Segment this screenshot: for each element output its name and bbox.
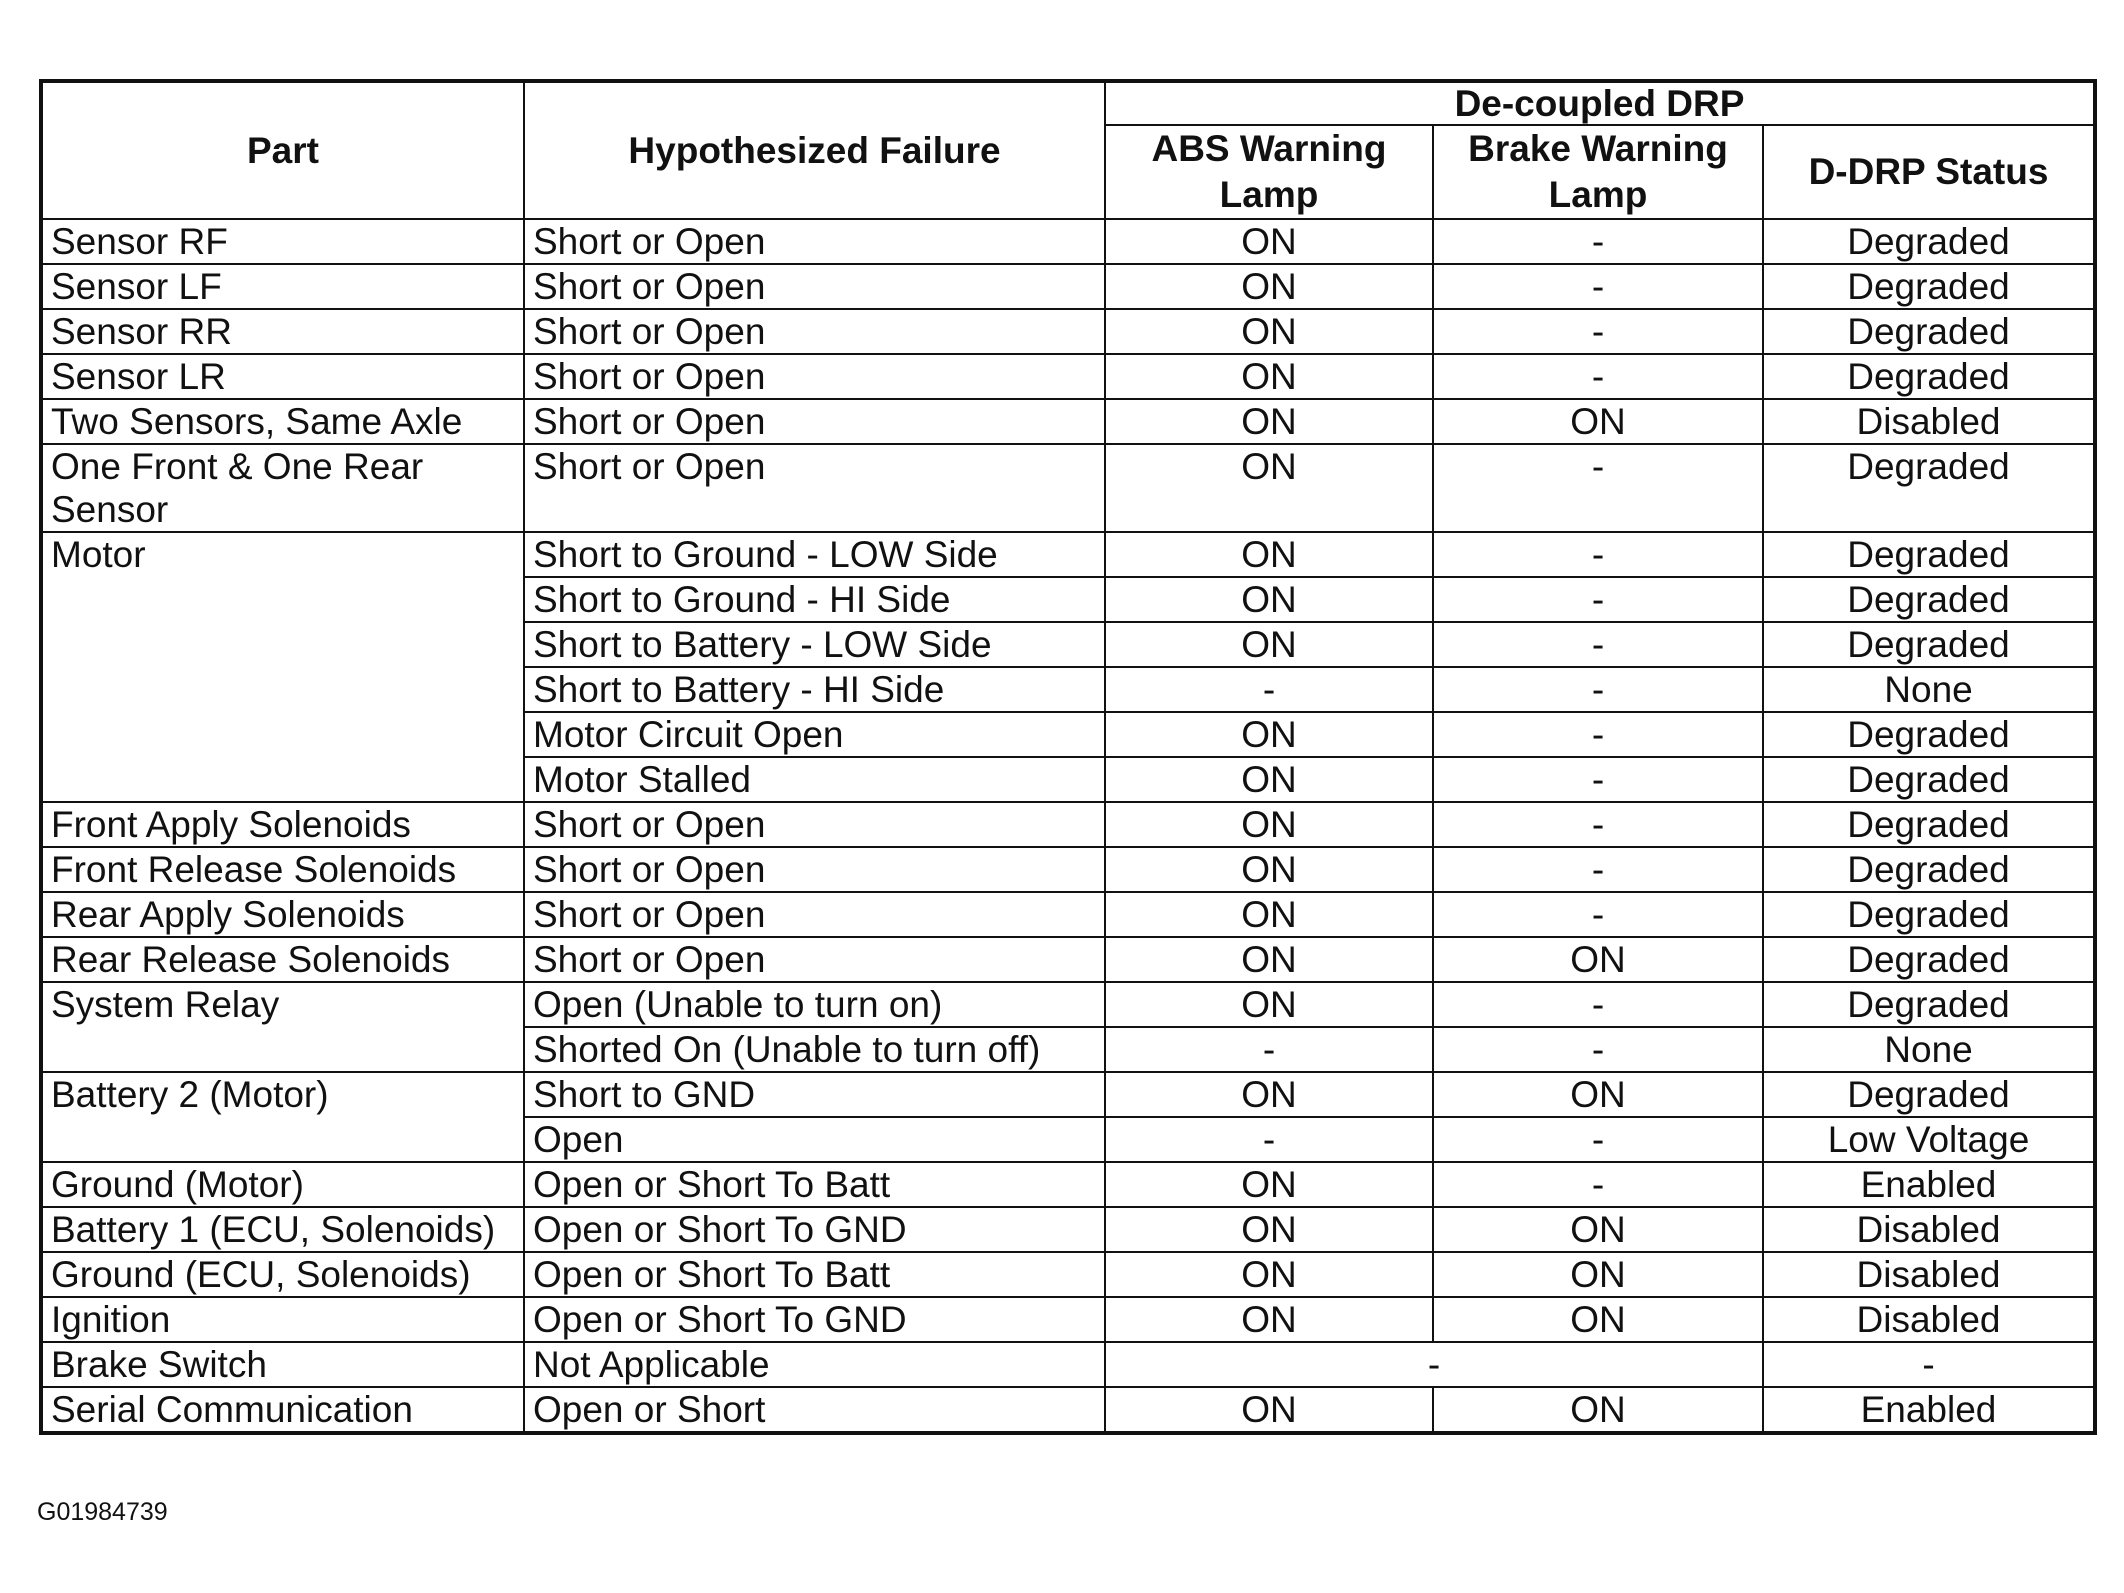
table-row [41, 1072, 2095, 1117]
cell-hypothesized-failure: Short or Open [524, 937, 1105, 982]
cell-ddrp-status: - [1763, 1342, 2095, 1387]
cell-part: Battery 1 (ECU, Solenoids) [41, 1207, 524, 1252]
cell-brake-warning-lamp: - [1433, 577, 1763, 622]
cell-ddrp-status: Degraded [1763, 712, 2095, 757]
cell-ddrp-status: Degraded [1763, 622, 2095, 667]
cell-brake-warning-lamp: - [1433, 847, 1763, 892]
cell-abs-warning-lamp: ON [1105, 532, 1433, 577]
header-abs-warning-lamp: ABS Warning Lamp [1105, 125, 1433, 219]
header-ddrp-status: D-DRP Status [1763, 125, 2095, 219]
cell-part: Sensor RR [41, 309, 524, 354]
table-row [41, 354, 2095, 399]
cell-abs-warning-lamp: ON [1105, 399, 1433, 444]
cell-part: Sensor LF [41, 264, 524, 309]
cell-hypothesized-failure: Short or Open [524, 802, 1105, 847]
cell-abs-warning-lamp: ON [1105, 892, 1433, 937]
cell-hypothesized-failure: Motor Stalled [524, 757, 1105, 802]
cell-hypothesized-failure: Short or Open [524, 444, 1105, 532]
cell-brake-warning-lamp: - [1433, 802, 1763, 847]
header-brake-warning-lamp: Brake Warning Lamp [1433, 125, 1763, 219]
table-header [41, 81, 2095, 219]
cell-abs-warning-lamp: ON [1105, 219, 1433, 264]
cell-hypothesized-failure: Open or Short To Batt [524, 1162, 1105, 1207]
cell-abs-warning-lamp: ON [1105, 309, 1433, 354]
cell-ddrp-status: Degraded [1763, 444, 2095, 532]
cell-hypothesized-failure: Short or Open [524, 399, 1105, 444]
cell-brake-warning-lamp: - [1433, 264, 1763, 309]
cell-brake-warning-lamp: ON [1433, 399, 1763, 444]
cell-brake-warning-lamp: - [1433, 1027, 1763, 1072]
table-row [41, 982, 2095, 1027]
cell-part: Motor [41, 532, 524, 802]
cell-hypothesized-failure: Short to Ground - HI Side [524, 577, 1105, 622]
cell-brake-warning-lamp: - [1433, 757, 1763, 802]
table-row [41, 1252, 2095, 1297]
cell-abs-warning-lamp: - [1105, 667, 1433, 712]
cell-hypothesized-failure: Motor Circuit Open [524, 712, 1105, 757]
cell-hypothesized-failure: Short to GND [524, 1072, 1105, 1117]
cell-hypothesized-failure: Open [524, 1117, 1105, 1162]
cell-abs-warning-lamp: ON [1105, 757, 1433, 802]
cell-hypothesized-failure: Short to Battery - HI Side [524, 667, 1105, 712]
cell-ddrp-status: Degraded [1763, 532, 2095, 577]
table-row [41, 444, 2095, 532]
table-row [41, 219, 2095, 264]
table-row [41, 1387, 2095, 1433]
cell-ddrp-status: Degraded [1763, 892, 2095, 937]
cell-abs-warning-lamp: ON [1105, 1252, 1433, 1297]
cell-brake-warning-lamp: - [1433, 532, 1763, 577]
table-row [41, 532, 2095, 577]
cell-ddrp-status: Degraded [1763, 219, 2095, 264]
cell-brake-warning-lamp: ON [1433, 1387, 1763, 1433]
cell-abs-warning-lamp: ON [1105, 1297, 1433, 1342]
cell-abs-warning-lamp: - [1105, 1117, 1433, 1162]
cell-hypothesized-failure: Short or Open [524, 219, 1105, 264]
cell-brake-warning-lamp: - [1433, 622, 1763, 667]
cell-hypothesized-failure: Open or Short [524, 1387, 1105, 1433]
cell-ddrp-status: Degraded [1763, 264, 2095, 309]
cell-ddrp-status: Degraded [1763, 757, 2095, 802]
cell-hypothesized-failure: Short to Ground - LOW Side [524, 532, 1105, 577]
cell-brake-warning-lamp: - [1433, 712, 1763, 757]
cell-ddrp-status: Degraded [1763, 982, 2095, 1027]
cell-ddrp-status: Degraded [1763, 309, 2095, 354]
cell-abs-warning-lamp: ON [1105, 354, 1433, 399]
table-row [41, 847, 2095, 892]
cell-ddrp-status: Disabled [1763, 1297, 2095, 1342]
cell-ddrp-status: Degraded [1763, 577, 2095, 622]
table-row [41, 309, 2095, 354]
cell-hypothesized-failure: Short or Open [524, 892, 1105, 937]
cell-ddrp-status: Disabled [1763, 399, 2095, 444]
header-decoupled-drp: De-coupled DRP [1105, 81, 2095, 125]
header-part: Part [41, 81, 524, 219]
cell-abs-warning-lamp: ON [1105, 712, 1433, 757]
cell-brake-warning-lamp: - [1433, 309, 1763, 354]
cell-ddrp-status: Degraded [1763, 1072, 2095, 1117]
cell-part: One Front & One Rear Sensor [41, 444, 524, 532]
cell-part: Front Release Solenoids [41, 847, 524, 892]
cell-part: Ground (ECU, Solenoids) [41, 1252, 524, 1297]
cell-part: Brake Switch [41, 1342, 524, 1387]
cell-abs-warning-lamp: ON [1105, 982, 1433, 1027]
cell-part: Rear Release Solenoids [41, 937, 524, 982]
cell-abs-warning-lamp: ON [1105, 937, 1433, 982]
cell-part: Rear Apply Solenoids [41, 892, 524, 937]
cell-ddrp-status: Degraded [1763, 802, 2095, 847]
cell-part: Ignition [41, 1297, 524, 1342]
cell-abs-warning-lamp: - [1105, 1027, 1433, 1072]
cell-part: Ground (Motor) [41, 1162, 524, 1207]
cell-hypothesized-failure: Shorted On (Unable to turn off) [524, 1027, 1105, 1072]
cell-hypothesized-failure: Open (Unable to turn on) [524, 982, 1105, 1027]
cell-ddrp-status: Degraded [1763, 937, 2095, 982]
cell-hypothesized-failure: Short or Open [524, 847, 1105, 892]
cell-warning-lamps: - [1105, 1342, 1763, 1387]
cell-hypothesized-failure: Open or Short To Batt [524, 1252, 1105, 1297]
table-row [41, 264, 2095, 309]
cell-part: Sensor RF [41, 219, 524, 264]
cell-abs-warning-lamp: ON [1105, 1387, 1433, 1433]
cell-ddrp-status: Disabled [1763, 1252, 2095, 1297]
table-row [41, 802, 2095, 847]
cell-abs-warning-lamp: ON [1105, 802, 1433, 847]
cell-abs-warning-lamp: ON [1105, 1162, 1433, 1207]
cell-brake-warning-lamp: ON [1433, 1297, 1763, 1342]
cell-brake-warning-lamp: - [1433, 354, 1763, 399]
table-row [41, 892, 2095, 937]
table-body [41, 219, 2095, 1433]
table-row [41, 1342, 2095, 1387]
cell-hypothesized-failure: Open or Short To GND [524, 1207, 1105, 1252]
cell-ddrp-status: Enabled [1763, 1162, 2095, 1207]
cell-ddrp-status: Enabled [1763, 1387, 2095, 1433]
cell-ddrp-status: None [1763, 1027, 2095, 1072]
cell-hypothesized-failure: Short to Battery - LOW Side [524, 622, 1105, 667]
cell-part: System Relay [41, 982, 524, 1072]
cell-brake-warning-lamp: ON [1433, 937, 1763, 982]
cell-ddrp-status: Disabled [1763, 1207, 2095, 1252]
cell-brake-warning-lamp: - [1433, 1117, 1763, 1162]
cell-hypothesized-failure: Short or Open [524, 264, 1105, 309]
cell-part: Front Apply Solenoids [41, 802, 524, 847]
cell-hypothesized-failure: Short or Open [524, 354, 1105, 399]
cell-brake-warning-lamp: - [1433, 219, 1763, 264]
cell-brake-warning-lamp: - [1433, 892, 1763, 937]
cell-brake-warning-lamp: - [1433, 982, 1763, 1027]
cell-part: Serial Communication [41, 1387, 524, 1433]
table-row [41, 1297, 2095, 1342]
cell-part: Two Sensors, Same Axle [41, 399, 524, 444]
cell-hypothesized-failure: Not Applicable [524, 1342, 1105, 1387]
cell-ddrp-status: None [1763, 667, 2095, 712]
cell-part: Sensor LR [41, 354, 524, 399]
cell-abs-warning-lamp: ON [1105, 444, 1433, 532]
cell-abs-warning-lamp: ON [1105, 577, 1433, 622]
diagnostic-table [39, 79, 2097, 1435]
header-hypothesized-failure: Hypothesized Failure [524, 81, 1105, 219]
table-row [41, 937, 2095, 982]
cell-ddrp-status: Degraded [1763, 354, 2095, 399]
cell-brake-warning-lamp: - [1433, 667, 1763, 712]
cell-part: Battery 2 (Motor) [41, 1072, 524, 1162]
cell-hypothesized-failure: Short or Open [524, 309, 1105, 354]
table-row [41, 399, 2095, 444]
cell-abs-warning-lamp: ON [1105, 1072, 1433, 1117]
cell-brake-warning-lamp: - [1433, 1162, 1763, 1207]
cell-brake-warning-lamp: ON [1433, 1252, 1763, 1297]
figure-id: G01984739 [37, 1498, 168, 1526]
cell-brake-warning-lamp: ON [1433, 1072, 1763, 1117]
cell-ddrp-status: Degraded [1763, 847, 2095, 892]
cell-abs-warning-lamp: ON [1105, 847, 1433, 892]
cell-ddrp-status: Low Voltage [1763, 1117, 2095, 1162]
cell-brake-warning-lamp: - [1433, 444, 1763, 532]
cell-abs-warning-lamp: ON [1105, 622, 1433, 667]
cell-abs-warning-lamp: ON [1105, 1207, 1433, 1252]
table-row [41, 1162, 2095, 1207]
cell-brake-warning-lamp: ON [1433, 1207, 1763, 1252]
table-row [41, 1207, 2095, 1252]
cell-abs-warning-lamp: ON [1105, 264, 1433, 309]
cell-hypothesized-failure: Open or Short To GND [524, 1297, 1105, 1342]
